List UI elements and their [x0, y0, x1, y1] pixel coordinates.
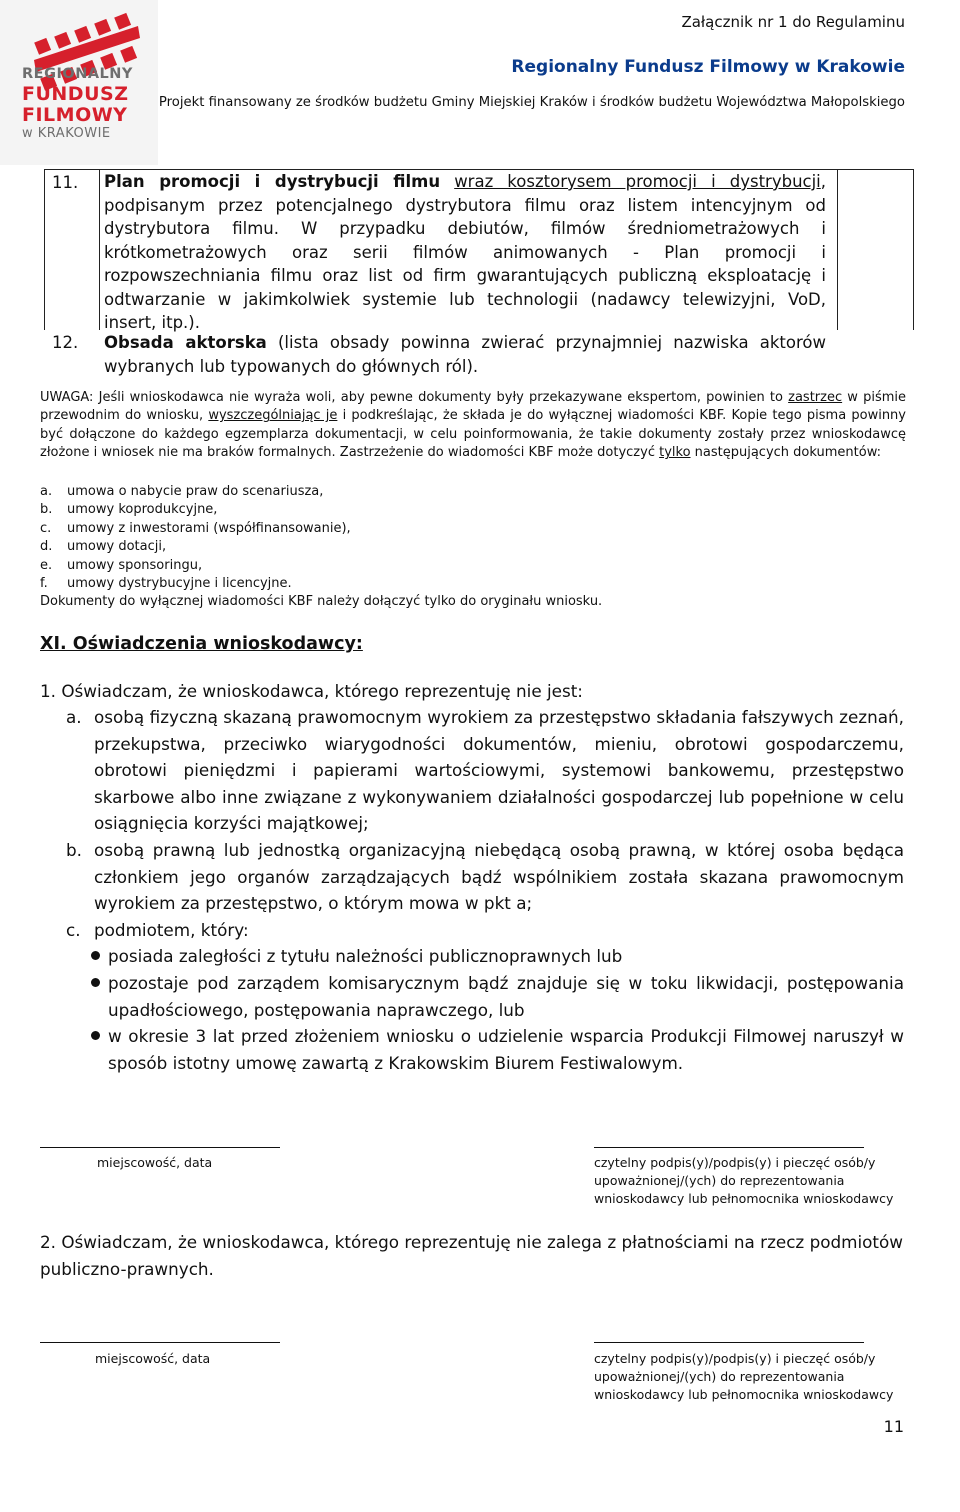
item-12-number: 12.	[52, 333, 79, 352]
logo-text-regionalny: REGIONALNY	[22, 66, 133, 82]
signature-label-1: czytelny podpis(y)/podpis(y) i pieczęć osób/y	[594, 1155, 876, 1170]
signature-line	[594, 1147, 864, 1148]
page-number: 11	[883, 1417, 904, 1436]
declaration-1: 1. Oświadczam, że wnioskodawca, którego reprezentuję nie jest:	[40, 681, 583, 701]
item-12-title: Obsada aktorska	[104, 333, 267, 352]
project-funding-note: Projekt finansowany ze środków budżetu Gminy Miejskiej Kraków i środków budżetu Województwa Małopolskiego	[158, 95, 905, 110]
point-b-letter: b.	[66, 840, 82, 860]
list-item-letter: c.	[40, 520, 52, 536]
list-item-letter: e.	[40, 557, 53, 573]
bullet-text: w okresie 3 lat przed złożeniem wniosku o udzielenie wsparcia Produkcji Filmowej naruszył w sposób istotny umowę zawartą z Krakowskim Biurem Festiwalowym.	[108, 1026, 904, 1073]
place-date-label: miejscowość, data	[97, 1155, 213, 1170]
item-11-underlined: wraz kosztorysem promocji i dystrybucji	[454, 172, 821, 191]
list-item-letter: a.	[40, 484, 53, 499]
uwaga-note	[40, 389, 906, 463]
signature-label-2: upoważnionej/(ych) do reprezentowania	[594, 1369, 845, 1384]
list-item	[40, 575, 640, 593]
signature-label-3: wnioskodawcy lub pełnomocnika wnioskodawcy	[594, 1387, 894, 1402]
logo-text-filmowy: FILMOWY	[22, 104, 128, 126]
list-item-letter: d.	[40, 539, 53, 555]
bullet-icon	[91, 1031, 100, 1040]
table-divider-left	[99, 169, 100, 330]
logo-text-fundusz: FUNDUSZ	[22, 83, 129, 105]
declaration-2: 2. Oświadczam, że wnioskodawca, którego reprezentuję nie zalega z płatnościami na rzecz podmiotów publiczno-prawnych.	[40, 1232, 903, 1279]
list-item	[40, 538, 640, 556]
item-11-number: 11.	[52, 173, 79, 192]
list-item-text: umowy dotacji,	[67, 539, 167, 555]
annex-label: Załącznik nr 1 do Regulaminu	[681, 13, 905, 31]
list-item	[40, 483, 640, 501]
list-item	[40, 501, 640, 519]
signature-label-1: czytelny podpis(y)/podpis(y) i pieczęć osób/y	[594, 1351, 876, 1366]
list-item	[40, 520, 640, 538]
uwaga-underline-1: zastrzec	[788, 390, 843, 405]
place-date-label: miejscowość, data	[95, 1351, 211, 1366]
place-date-line	[40, 1342, 280, 1343]
bullet-text: pozostaje pod zarządem komisarycznym bądź znajduje się w toku likwidacji, postępowania upadłościowego, postępowania naprawczego, lub	[108, 973, 904, 1020]
bullet-icon	[91, 951, 100, 960]
item-12-body: (lista obsady powinna zwierać przynajmniej nazwiska aktorów wybranych lub typowanych do głównych ról).	[104, 333, 826, 376]
place-date-line	[40, 1147, 280, 1148]
list-item-text: umowy koprodukcyjne,	[67, 502, 218, 518]
uwaga-document-list	[40, 483, 640, 593]
bullet-icon	[91, 978, 100, 987]
uwaga-text-3: i podkreślając, że składa je do wyłącznej wiadomości KBF. Kopie tego pisma powinny być dołączone do każdego egzemplarza dokumentacji, w celu poinformowania, że takie dokumenty zostały przez wnioskodawcę złożone i wniosek nie ma braków formalnych. Zastrzeżenie do wiadomości KBF może dotyczyć	[40, 408, 906, 461]
fund-name-header: Regionalny Fundusz Filmowy w Krakowie	[511, 57, 905, 77]
item-12-text	[104, 331, 826, 378]
signature-label-3: wnioskodawcy lub pełnomocnika wnioskodawcy	[594, 1191, 894, 1206]
section-title: XI. Oświadczenia wnioskodawcy:	[40, 634, 363, 654]
item-11-text	[104, 170, 826, 335]
point-a-text: osobą fizyczną skazaną prawomocnym wyrokiem za przestępstwo składania fałszywych zeznań, przekupstwa, przeciwko wiarygodności dokumentów, mieniu, obrotowi gospodarczemu, obrotowi pieniędzmi i papierami wartościowymi, systemowi bankowemu, przestępstwo skarbowe albo inne związane z wykonywaniem działalności gospodarczej lub popełnione w celu osiągnięcia korzyści majątkowej;	[94, 707, 904, 834]
list-item-letter: b.	[40, 502, 53, 518]
bullet-text: posiada zaległości z tytułu należności publicznoprawnych lub	[108, 946, 623, 966]
uwaga-footer-note: Dokumenty do wyłącznej wiadomości KBF należy dołączyć tylko do oryginału wniosku.	[40, 594, 603, 609]
fund-logo	[0, 0, 158, 165]
list-item-text: umowa o nabycie praw do scenariusza,	[67, 484, 324, 499]
item-11-body: , podpisanym przez potencjalnego dystrybutora filmu oraz listem intencyjnym od dystrybutora filmu. W przypadku debiutów, filmów średniometrażowych i krótkometrażowych oraz serii filmów animowanych - Plan promocji i rozpowszechniania filmu oraz list od firm gwarantujących publiczną eksploatację i odtwarzanie w jakimkolwiek systemie lub technologii (nadawcy telewizyjni, VoD, insert, itp.).	[104, 172, 827, 332]
uwaga-text-1: UWAGA: Jeśli wnioskodawca nie wyraża woli, aby pewne dokumenty były przekazywane ekspertom, powinien to	[40, 390, 789, 405]
signature-line	[594, 1342, 864, 1343]
list-item-letter: f.	[40, 576, 48, 592]
uwaga-underline-2: wyszczególniając je	[208, 408, 338, 424]
logo-text-w-krakowie: w KRAKOWIE	[22, 126, 111, 141]
list-item-text: umowy sponsoringu,	[67, 557, 203, 573]
point-b-text: osobą prawną lub jednostką organizacyjną niebędącą osobą prawną, w której osoba będąca członkiem jego organów zarządzających bądź wspólnikiem została skazana prawomocnym wyrokiem za przestępstwo, o którym mowa w pkt a;	[94, 840, 904, 914]
item-11-title: Plan promocji i dystrybucji filmu	[104, 172, 441, 191]
point-c-letter: c.	[66, 920, 81, 940]
table-divider-right	[837, 169, 838, 330]
list-item	[40, 557, 640, 575]
signature-label-2: upoważnionej/(ych) do reprezentowania	[594, 1173, 845, 1188]
point-c-text: podmiotem, który:	[94, 920, 249, 940]
uwaga-text-2: w piśmie przewodnim do wniosku,	[40, 390, 907, 424]
uwaga-text-4: następujących dokumentów:	[690, 445, 881, 461]
list-item-text: umowy z inwestorami (współfinansowanie),	[67, 520, 351, 536]
list-item-text: umowy dystrybucyjne i licencyjne.	[67, 576, 292, 592]
point-a-letter: a.	[66, 707, 82, 727]
uwaga-underline-3: tylko	[659, 445, 691, 461]
